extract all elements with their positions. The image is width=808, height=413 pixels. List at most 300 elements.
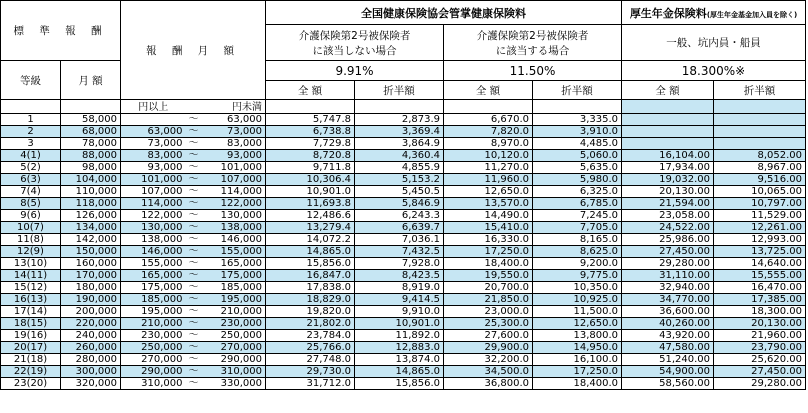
pension-full-cell: 40,260.00 <box>622 318 714 330</box>
tilde-cell: 〜 <box>186 282 202 294</box>
pension-full-cell: 19,032.00 <box>622 174 714 186</box>
pension-half-cell: 29,280.00 <box>714 378 806 390</box>
tilde-cell: 〜 <box>186 330 202 342</box>
nc-full-cell: 31,712.0 <box>266 378 355 390</box>
range-to-cell: 122,000 <box>202 198 266 210</box>
nc-half-cell: 5,153.2 <box>355 174 444 186</box>
nc-half-cell: 10,901.0 <box>355 318 444 330</box>
nc-full-cell: 12,486.6 <box>266 210 355 222</box>
grade-cell: 19(16) <box>1 330 61 342</box>
nc-half-cell: 8,423.5 <box>355 270 444 282</box>
rate-nursing-applicable: 11.50% <box>444 61 622 81</box>
nc-full-cell: 29,730.0 <box>266 366 355 378</box>
nc-half-cell: 3,369.4 <box>355 126 444 138</box>
table-row <box>1 258 806 270</box>
full-amount-header: 全 額 <box>622 81 714 100</box>
c-half-cell: 17,250.0 <box>533 366 622 378</box>
pension-full-cell: 47,580.00 <box>622 342 714 354</box>
tilde-cell: 〜 <box>186 162 202 174</box>
c-half-cell: 8,625.0 <box>533 246 622 258</box>
range-to-cell: 73,000 <box>202 126 266 138</box>
pension-half-cell: 20,130.00 <box>714 318 806 330</box>
tilde-cell: 〜 <box>186 246 202 258</box>
grade-cell: 8(5) <box>1 198 61 210</box>
pension-full-cell: 16,104.00 <box>622 150 714 162</box>
monthly-amount-cell: 180,000 <box>61 282 121 294</box>
pension-half-cell <box>714 138 806 150</box>
pension-full-cell: 32,940.00 <box>622 282 714 294</box>
range-to-cell: 330,000 <box>202 378 266 390</box>
grade-cell: 15(12) <box>1 282 61 294</box>
nursing-not-applicable-line2: に該当しない場合 <box>312 44 397 57</box>
range-to-cell: 63,000 <box>202 114 266 126</box>
table-row <box>1 354 806 366</box>
nc-half-cell: 2,873.9 <box>355 114 444 126</box>
c-full-cell: 32,200.0 <box>444 354 533 366</box>
unit-cell-empty <box>355 100 444 114</box>
monthly-amount-cell: 220,000 <box>61 318 121 330</box>
pension-half-cell: 8,967.00 <box>714 162 806 174</box>
grade-cell: 18(15) <box>1 318 61 330</box>
c-half-cell: 5,635.0 <box>533 162 622 174</box>
table-row <box>1 294 806 306</box>
unit-cell-empty <box>61 100 121 114</box>
table-row <box>1 270 806 282</box>
c-half-cell: 9,200.0 <box>533 258 622 270</box>
c-half-cell: 5,980.0 <box>533 174 622 186</box>
pension-half-cell: 25,620.00 <box>714 354 806 366</box>
remuneration-monthly-header: 報 酬 月 額 <box>121 1 266 100</box>
grade-cell: 12(9) <box>1 246 61 258</box>
grade-cell: 3 <box>1 138 61 150</box>
pension-full-cell: 24,522.00 <box>622 222 714 234</box>
pension-half-cell: 15,555.00 <box>714 270 806 282</box>
grade-cell: 7(4) <box>1 186 61 198</box>
table-row <box>1 282 806 294</box>
nc-half-cell: 12,883.0 <box>355 342 444 354</box>
range-from-cell: 270,000 <box>121 354 186 366</box>
c-full-cell: 13,570.0 <box>444 198 533 210</box>
tilde-cell: 〜 <box>186 210 202 222</box>
c-full-cell: 17,250.0 <box>444 246 533 258</box>
range-from-cell: 146,000 <box>121 246 186 258</box>
c-full-cell: 21,850.0 <box>444 294 533 306</box>
tilde-cell: 〜 <box>186 222 202 234</box>
range-to-cell: 270,000 <box>202 342 266 354</box>
half-amount-header: 折半額 <box>714 81 806 100</box>
nc-full-cell: 17,838.0 <box>266 282 355 294</box>
tilde-cell: 〜 <box>186 234 202 246</box>
nc-full-cell: 18,829.0 <box>266 294 355 306</box>
c-full-cell: 19,550.0 <box>444 270 533 282</box>
monthly-amount-cell: 160,000 <box>61 258 121 270</box>
table-row <box>1 330 806 342</box>
pension-full-cell: 54,900.00 <box>622 366 714 378</box>
monthly-amount-cell: 58,000 <box>61 114 121 126</box>
monthly-amount-cell: 104,000 <box>61 174 121 186</box>
nc-full-cell: 11,693.8 <box>266 198 355 210</box>
nc-full-cell: 8,720.8 <box>266 150 355 162</box>
pension-title-text: 厚生年金保険料 <box>629 6 707 20</box>
table-row <box>1 318 806 330</box>
nursing-applicable-line1: 介護保険第2号被保険者 <box>476 29 589 42</box>
c-half-cell: 5,060.0 <box>533 150 622 162</box>
nc-full-cell: 19,820.0 <box>266 306 355 318</box>
grade-cell: 14(11) <box>1 270 61 282</box>
range-to-cell: 185,000 <box>202 282 266 294</box>
unit-cell-empty <box>266 100 355 114</box>
pension-half-cell: 12,993.00 <box>714 234 806 246</box>
grade-cell: 23(20) <box>1 378 61 390</box>
c-full-cell: 27,600.0 <box>444 330 533 342</box>
grade-cell: 16(13) <box>1 294 61 306</box>
pension-half-cell: 14,640.00 <box>714 258 806 270</box>
range-from-cell: 210,000 <box>121 318 186 330</box>
pension-full-cell: 36,600.00 <box>622 306 714 318</box>
nc-full-cell: 14,865.0 <box>266 246 355 258</box>
range-from-cell: 73,000 <box>121 138 186 150</box>
half-amount-header: 折半額 <box>533 81 622 100</box>
nc-half-cell: 8,919.0 <box>355 282 444 294</box>
c-full-cell: 12,650.0 <box>444 186 533 198</box>
nc-half-cell: 5,846.9 <box>355 198 444 210</box>
c-half-cell: 13,800.0 <box>533 330 622 342</box>
range-from-cell: 195,000 <box>121 306 186 318</box>
c-half-cell: 10,925.0 <box>533 294 622 306</box>
monthly-amount-cell: 78,000 <box>61 138 121 150</box>
monthly-amount-cell: 280,000 <box>61 354 121 366</box>
table-row <box>1 198 806 210</box>
pension-half-cell: 17,385.00 <box>714 294 806 306</box>
pension-full-cell: 29,280.00 <box>622 258 714 270</box>
c-full-cell: 10,120.0 <box>444 150 533 162</box>
nursing-applicable-line2: に該当する場合 <box>495 44 570 57</box>
nc-half-cell: 7,928.0 <box>355 258 444 270</box>
pension-half-cell: 11,529.00 <box>714 210 806 222</box>
tilde-cell: 〜 <box>186 306 202 318</box>
range-from-cell: 138,000 <box>121 234 186 246</box>
c-full-cell: 6,670.0 <box>444 114 533 126</box>
nc-full-cell: 15,856.0 <box>266 258 355 270</box>
range-to-cell: 101,000 <box>202 162 266 174</box>
half-amount-header: 折半額 <box>355 81 444 100</box>
range-to-cell: 195,000 <box>202 294 266 306</box>
tilde-cell: 〜 <box>186 354 202 366</box>
pension-full-cell <box>622 138 714 150</box>
grade-cell: 2 <box>1 126 61 138</box>
pension-full-cell: 25,986.00 <box>622 234 714 246</box>
monthly-amount-cell: 240,000 <box>61 330 121 342</box>
full-amount-header: 全 額 <box>444 81 533 100</box>
pension-full-cell: 31,110.00 <box>622 270 714 282</box>
c-half-cell: 3,335.0 <box>533 114 622 126</box>
table-row <box>1 378 806 390</box>
table-body <box>1 100 806 390</box>
pension-half-cell: 13,725.00 <box>714 246 806 258</box>
pension-full-cell: 21,594.00 <box>622 198 714 210</box>
nc-full-cell: 14,072.2 <box>266 234 355 246</box>
range-from-cell: 290,000 <box>121 366 186 378</box>
monthly-amount-cell: 88,000 <box>61 150 121 162</box>
pension-half-cell: 8,052.00 <box>714 150 806 162</box>
nc-half-cell: 14,865.0 <box>355 366 444 378</box>
c-half-cell: 8,165.0 <box>533 234 622 246</box>
range-to-cell: 114,000 <box>202 186 266 198</box>
c-full-cell: 36,800.0 <box>444 378 533 390</box>
c-half-cell: 16,100.0 <box>533 354 622 366</box>
monthly-amount-cell: 126,000 <box>61 210 121 222</box>
table-row <box>1 138 806 150</box>
range-from-cell: 93,000 <box>121 162 186 174</box>
c-full-cell: 11,960.0 <box>444 174 533 186</box>
nursing-not-applicable-header <box>266 25 444 61</box>
nc-half-cell: 6,243.3 <box>355 210 444 222</box>
unit-cell-empty <box>1 100 61 114</box>
tilde-cell: 〜 <box>186 174 202 186</box>
rate-nursing-not-applicable: 9.91% <box>266 61 444 81</box>
yen-below-label: 円未満 <box>202 100 266 114</box>
pension-full-cell: 23,058.00 <box>622 210 714 222</box>
pension-half-cell: 18,300.00 <box>714 306 806 318</box>
monthly-amount-cell: 320,000 <box>61 378 121 390</box>
nc-full-cell: 27,748.0 <box>266 354 355 366</box>
pension-half-cell: 12,261.00 <box>714 222 806 234</box>
range-from-cell: 63,000 <box>121 126 186 138</box>
c-full-cell: 18,400.0 <box>444 258 533 270</box>
nursing-not-applicable-line1: 介護保険第2号被保険者 <box>298 29 411 42</box>
monthly-amount-header: 月 額 <box>61 61 121 100</box>
table-row <box>1 150 806 162</box>
table-row <box>1 366 806 378</box>
c-half-cell: 18,400.0 <box>533 378 622 390</box>
pension-half-cell: 9,516.00 <box>714 174 806 186</box>
pension-full-cell: 58,560.00 <box>622 378 714 390</box>
range-to-cell: 155,000 <box>202 246 266 258</box>
c-full-cell: 15,410.0 <box>444 222 533 234</box>
table-row <box>1 342 806 354</box>
table-row <box>1 234 806 246</box>
health-insurance-title: 全国健康保険協会管掌健康保険料 <box>266 1 622 25</box>
grade-cell: 1 <box>1 114 61 126</box>
nc-full-cell: 10,901.0 <box>266 186 355 198</box>
range-to-cell: 93,000 <box>202 150 266 162</box>
nc-full-cell: 21,802.0 <box>266 318 355 330</box>
pension-half-cell <box>714 126 806 138</box>
range-from-cell: 175,000 <box>121 282 186 294</box>
tilde-cell: 〜 <box>186 270 202 282</box>
nc-half-cell: 3,864.9 <box>355 138 444 150</box>
table-row <box>1 222 806 234</box>
tilde-cell: 〜 <box>186 294 202 306</box>
grade-cell: 17(14) <box>1 306 61 318</box>
monthly-amount-cell: 200,000 <box>61 306 121 318</box>
range-to-cell: 175,000 <box>202 270 266 282</box>
pension-full-cell: 34,770.00 <box>622 294 714 306</box>
c-half-cell: 10,350.0 <box>533 282 622 294</box>
range-from-cell: 107,000 <box>121 186 186 198</box>
grade-cell: 22(19) <box>1 366 61 378</box>
tilde-cell: 〜 <box>186 258 202 270</box>
c-half-cell: 7,705.0 <box>533 222 622 234</box>
table-row <box>1 162 806 174</box>
range-from-cell: 250,000 <box>121 342 186 354</box>
range-to-cell: 130,000 <box>202 210 266 222</box>
range-from-cell: 185,000 <box>121 294 186 306</box>
unit-cell-empty <box>533 100 622 114</box>
grade-cell: 4(1) <box>1 150 61 162</box>
c-half-cell: 3,910.0 <box>533 126 622 138</box>
c-half-cell: 4,485.0 <box>533 138 622 150</box>
c-full-cell: 29,900.0 <box>444 342 533 354</box>
yen-above-label: 円以上 <box>121 100 186 114</box>
monthly-amount-cell: 190,000 <box>61 294 121 306</box>
pension-half-cell: 16,470.00 <box>714 282 806 294</box>
c-half-cell: 11,500.0 <box>533 306 622 318</box>
range-from-cell: 130,000 <box>121 222 186 234</box>
grade-cell: 13(10) <box>1 258 61 270</box>
monthly-amount-cell: 134,000 <box>61 222 121 234</box>
c-half-cell: 7,245.0 <box>533 210 622 222</box>
c-full-cell: 14,490.0 <box>444 210 533 222</box>
table-row <box>1 186 806 198</box>
pension-category-header: 一般、坑内員・船員 <box>622 25 806 61</box>
range-to-cell: 146,000 <box>202 234 266 246</box>
pension-half-cell: 10,065.00 <box>714 186 806 198</box>
unit-cell-empty <box>186 100 202 114</box>
range-to-cell: 210,000 <box>202 306 266 318</box>
tilde-cell: 〜 <box>186 150 202 162</box>
grade-cell: 9(6) <box>1 210 61 222</box>
c-full-cell: 11,270.0 <box>444 162 533 174</box>
nc-half-cell: 9,910.0 <box>355 306 444 318</box>
range-from-cell: 114,000 <box>121 198 186 210</box>
grade-cell: 6(3) <box>1 174 61 186</box>
nc-half-cell: 15,856.0 <box>355 378 444 390</box>
nc-full-cell: 23,784.0 <box>266 330 355 342</box>
unit-cell-empty <box>444 100 533 114</box>
range-to-cell: 138,000 <box>202 222 266 234</box>
range-to-cell: 165,000 <box>202 258 266 270</box>
monthly-amount-cell: 142,000 <box>61 234 121 246</box>
nc-half-cell: 5,450.5 <box>355 186 444 198</box>
table-row <box>1 246 806 258</box>
monthly-amount-cell: 118,000 <box>61 198 121 210</box>
monthly-amount-cell: 300,000 <box>61 366 121 378</box>
pension-full-cell: 51,240.00 <box>622 354 714 366</box>
tilde-cell: 〜 <box>186 366 202 378</box>
c-half-cell: 6,325.0 <box>533 186 622 198</box>
range-from-cell: 122,000 <box>121 210 186 222</box>
tilde-cell: 〜 <box>186 114 202 126</box>
pension-full-cell: 20,130.00 <box>622 186 714 198</box>
tilde-cell: 〜 <box>186 186 202 198</box>
monthly-amount-cell: 170,000 <box>61 270 121 282</box>
tilde-cell: 〜 <box>186 318 202 330</box>
nc-full-cell: 13,279.4 <box>266 222 355 234</box>
unit-cell-empty <box>714 100 806 114</box>
table-row <box>1 210 806 222</box>
grade-cell: 21(18) <box>1 354 61 366</box>
pension-full-cell: 43,920.00 <box>622 330 714 342</box>
table-row <box>1 126 806 138</box>
pension-half-cell: 10,797.00 <box>714 198 806 210</box>
pension-insurance-title <box>622 1 806 25</box>
nc-full-cell: 5,747.8 <box>266 114 355 126</box>
pension-title-note: (厚生年金基金加入員を除く) <box>706 10 798 19</box>
pension-full-cell <box>622 126 714 138</box>
pension-half-cell: 23,790.00 <box>714 342 806 354</box>
c-full-cell: 25,300.0 <box>444 318 533 330</box>
nc-full-cell: 7,729.8 <box>266 138 355 150</box>
grade-cell: 10(7) <box>1 222 61 234</box>
nc-full-cell: 25,766.0 <box>266 342 355 354</box>
c-full-cell: 16,330.0 <box>444 234 533 246</box>
range-from-cell: 83,000 <box>121 150 186 162</box>
range-from-cell <box>121 114 186 126</box>
c-full-cell: 8,970.0 <box>444 138 533 150</box>
standard-remuneration-header: 標 準 報 酬 <box>1 1 121 61</box>
rate-pension: 18.300%※ <box>622 61 806 81</box>
monthly-amount-cell: 150,000 <box>61 246 121 258</box>
nc-half-cell: 9,414.5 <box>355 294 444 306</box>
nc-half-cell: 6,639.7 <box>355 222 444 234</box>
c-full-cell: 7,820.0 <box>444 126 533 138</box>
c-half-cell: 6,785.0 <box>533 198 622 210</box>
pension-half-cell: 21,960.00 <box>714 330 806 342</box>
pension-full-cell <box>622 114 714 126</box>
range-to-cell: 230,000 <box>202 318 266 330</box>
unit-cell-empty <box>622 100 714 114</box>
pension-full-cell: 27,450.00 <box>622 246 714 258</box>
nc-full-cell: 6,738.8 <box>266 126 355 138</box>
range-from-cell: 310,000 <box>121 378 186 390</box>
nc-full-cell: 10,306.4 <box>266 174 355 186</box>
monthly-amount-cell: 98,000 <box>61 162 121 174</box>
full-amount-header: 全 額 <box>266 81 355 100</box>
nursing-applicable-header <box>444 25 622 61</box>
c-full-cell: 34,500.0 <box>444 366 533 378</box>
pension-half-cell: 27,450.00 <box>714 366 806 378</box>
c-half-cell: 14,950.0 <box>533 342 622 354</box>
range-from-cell: 155,000 <box>121 258 186 270</box>
range-from-cell: 165,000 <box>121 270 186 282</box>
nc-full-cell: 16,847.0 <box>266 270 355 282</box>
range-to-cell: 250,000 <box>202 330 266 342</box>
nc-half-cell: 4,855.9 <box>355 162 444 174</box>
monthly-amount-cell: 110,000 <box>61 186 121 198</box>
range-to-cell: 83,000 <box>202 138 266 150</box>
nc-half-cell: 13,874.0 <box>355 354 444 366</box>
monthly-amount-cell: 260,000 <box>61 342 121 354</box>
nc-half-cell: 4,360.4 <box>355 150 444 162</box>
c-full-cell: 20,700.0 <box>444 282 533 294</box>
grade-cell: 5(2) <box>1 162 61 174</box>
nc-half-cell: 7,432.5 <box>355 246 444 258</box>
grade-cell: 20(17) <box>1 342 61 354</box>
grade-header: 等級 <box>1 61 61 100</box>
range-to-cell: 310,000 <box>202 366 266 378</box>
tilde-cell: 〜 <box>186 378 202 390</box>
unit-row <box>1 100 806 114</box>
monthly-amount-cell: 68,000 <box>61 126 121 138</box>
nc-half-cell: 7,036.1 <box>355 234 444 246</box>
table-row <box>1 174 806 186</box>
pension-half-cell <box>714 114 806 126</box>
range-from-cell: 230,000 <box>121 330 186 342</box>
c-half-cell: 9,775.0 <box>533 270 622 282</box>
c-half-cell: 12,650.0 <box>533 318 622 330</box>
tilde-cell: 〜 <box>186 342 202 354</box>
